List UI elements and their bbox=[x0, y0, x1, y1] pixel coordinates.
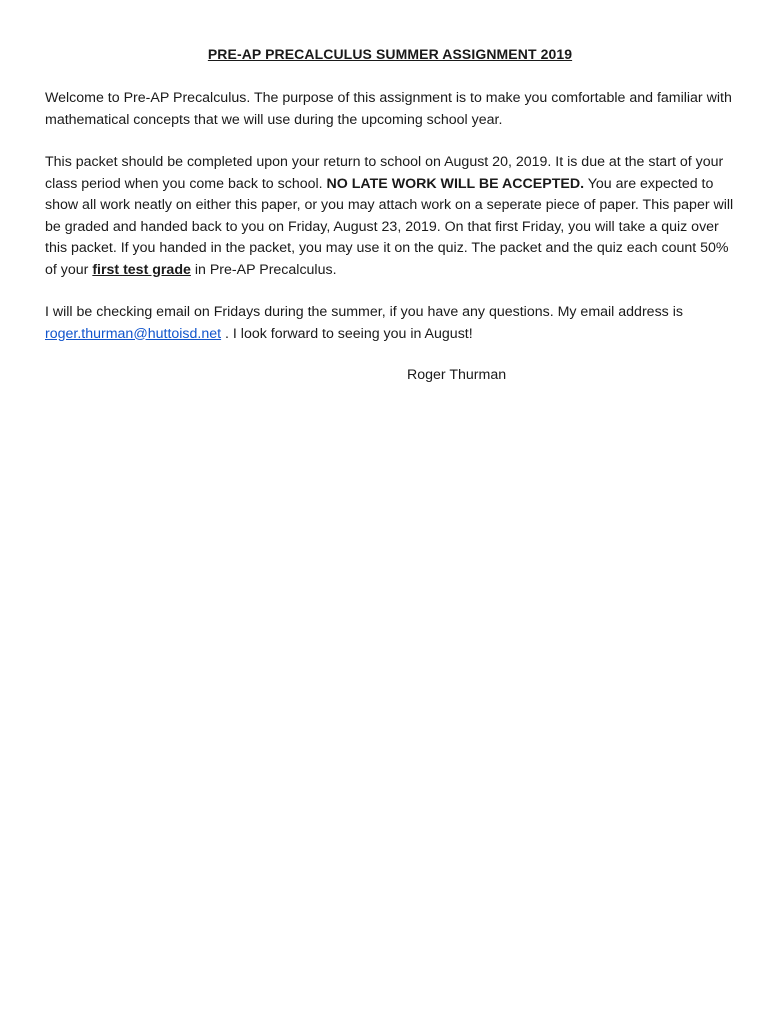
contact-paragraph bbox=[45, 302, 735, 345]
signature: Roger Thurman bbox=[407, 367, 507, 383]
first-test-grade-emphasis: first test grade bbox=[92, 261, 191, 278]
email-link[interactable]: roger.thurman@huttoisd.net bbox=[45, 325, 222, 342]
document-page bbox=[45, 46, 735, 387]
instructions-text-2: You are expected to show all work neatly on either this paper, or you may attach work on a seperate piece of paper. This paper will be graded and handed back to you on Friday, August 23, 2019. On that first Friday, you will take a quiz over this packet. If you handed in the packet, you may use it on the quiz. The packet and the quiz each count 50% of your bbox=[45, 175, 734, 278]
contact-text-1: I will be checking email on Fridays during the summer, if you have any questions. My email address is bbox=[45, 304, 683, 320]
contact-text-2: . I look forward to seeing you in August! bbox=[221, 325, 473, 342]
document-title: PRE-AP PRECALCULUS SUMMER ASSIGNMENT 2019 bbox=[207, 46, 573, 62]
instructions-text-1: This packet should be completed upon your return to school on August 20, 2019. It is due at the start of your class period when you come back to school. bbox=[45, 154, 724, 192]
instructions-paragraph bbox=[45, 152, 735, 281]
welcome-paragraph: Welcome to Pre-AP Precalculus. The purpose of this assignment is to make you comfortable and familiar with mathematical concepts that we will use during the upcoming school year. bbox=[45, 90, 732, 128]
late-work-notice: NO LATE WORK WILL BE ACCEPTED. bbox=[326, 175, 585, 192]
instructions-text-3: in Pre-AP Precalculus. bbox=[190, 261, 337, 278]
